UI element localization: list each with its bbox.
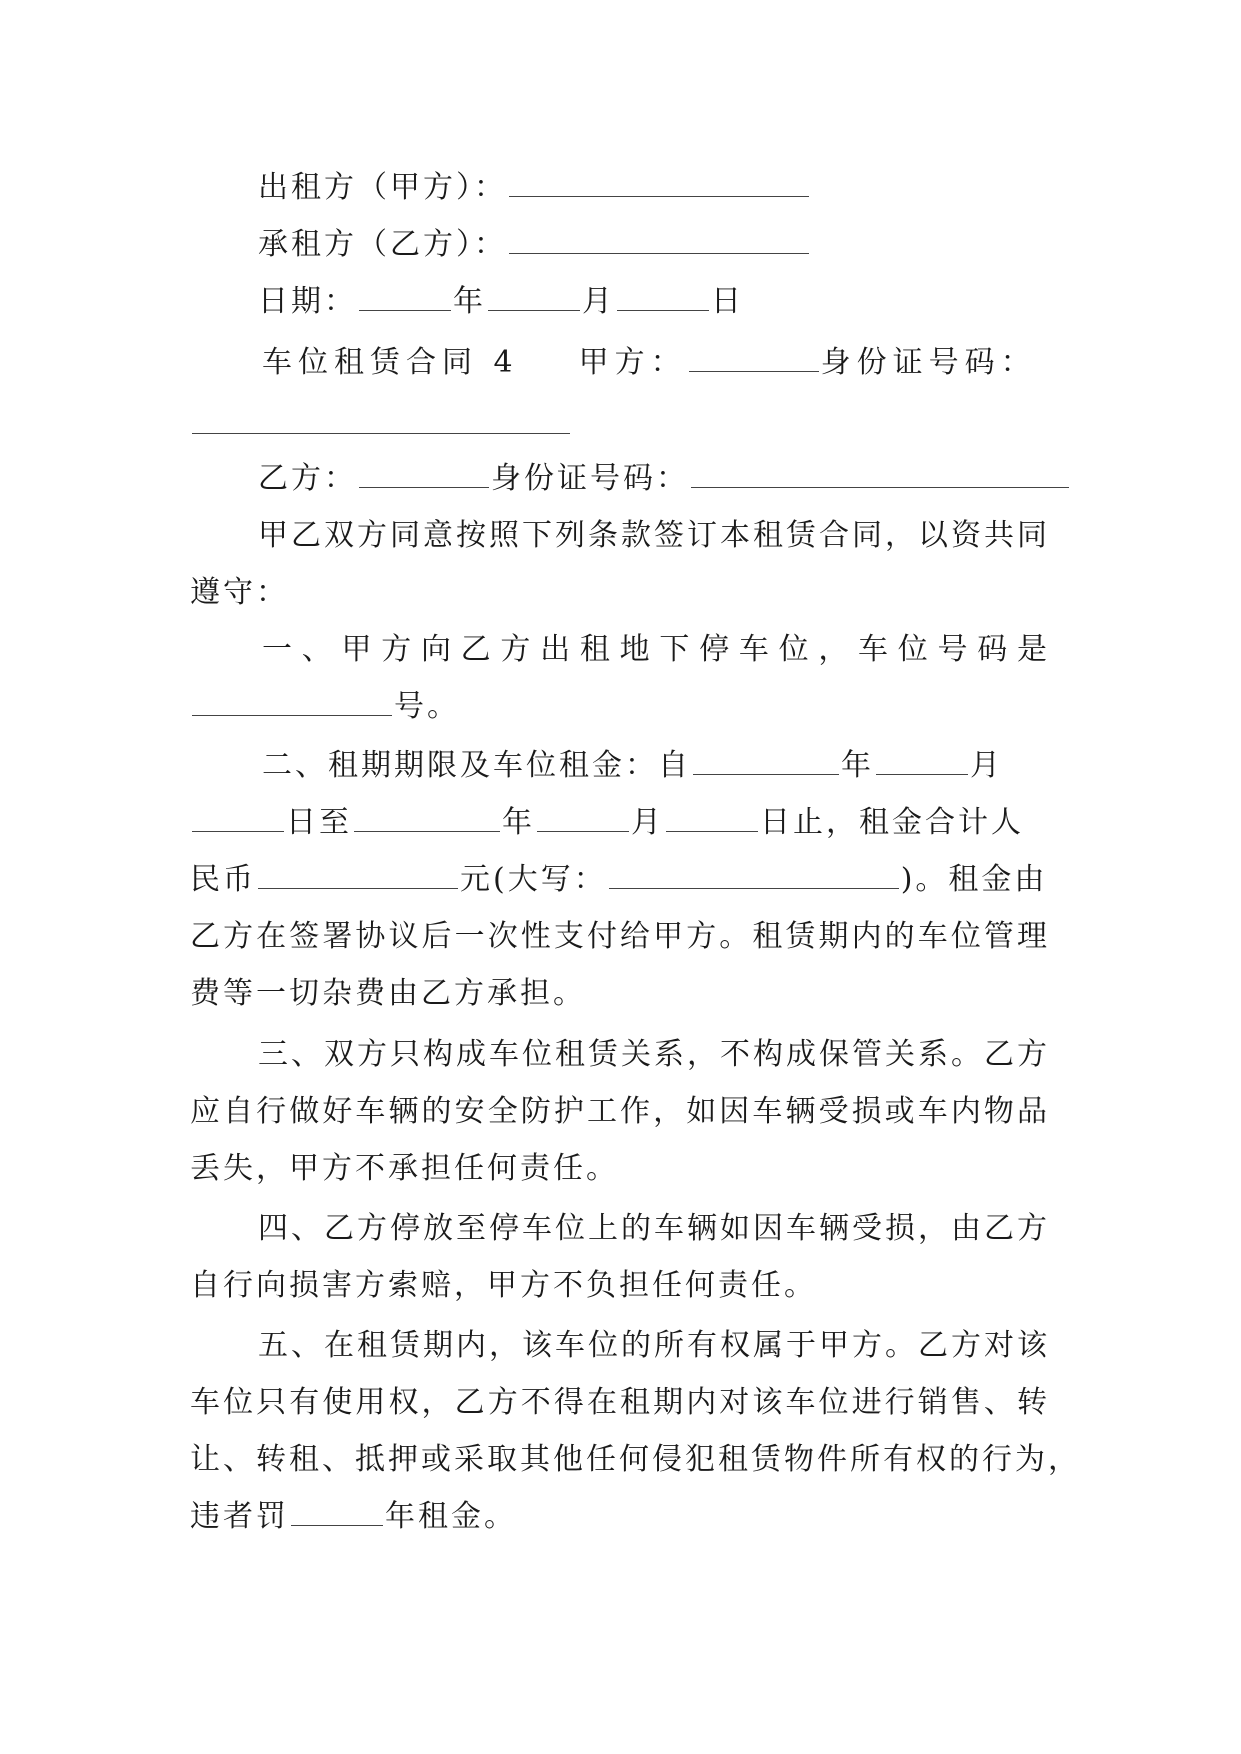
- party-b-line: [258, 459, 1058, 499]
- rmb-label: 民币: [190, 862, 256, 897]
- rent-payer-label: )。租金由: [900, 862, 1048, 897]
- clause-2-line-1: [262, 746, 1052, 786]
- end-day-blank[interactable]: [666, 805, 758, 832]
- end-month-label: 月: [631, 805, 664, 840]
- lessor-label: 出租方（甲方）：: [258, 170, 507, 205]
- title-line: [262, 343, 1052, 383]
- date-year-label: 年: [453, 284, 486, 319]
- intro-line-2: 遵守：: [190, 575, 289, 610]
- clause-4-line-1: 四、乙方停放至停车位上的车辆如因车辆受损，由乙方: [258, 1211, 1050, 1246]
- date-label: 日期：: [258, 284, 357, 319]
- rent-total-label: 日止，租金合计人: [760, 805, 1024, 840]
- clause-3-line-3: 丢失，甲方不承担任何责任。: [190, 1151, 619, 1186]
- lessee-blank[interactable]: [509, 227, 809, 254]
- lessee-line: [258, 225, 858, 265]
- party-b-id-label: 身份证号码：: [491, 461, 689, 496]
- clause-1-suffix: 号。: [394, 689, 460, 724]
- space-number-blank[interactable]: [192, 689, 392, 716]
- start-month-label: 月: [970, 748, 1003, 783]
- clause-2-line-2: [190, 803, 1050, 843]
- party-a-id-label: 身份证号码：: [820, 345, 1037, 380]
- clause-5-line-1: 五、在租赁期内，该车位的所有权属于甲方。乙方对该: [258, 1328, 1050, 1363]
- date-year-blank[interactable]: [359, 284, 451, 311]
- lessor-line: [258, 168, 858, 208]
- start-month-blank[interactable]: [876, 748, 968, 775]
- party-a-id-blank[interactable]: [192, 407, 570, 434]
- clause-2-line-3: [190, 860, 1050, 900]
- date-line: [258, 282, 858, 322]
- penalty-suffix: 年租金。: [385, 1499, 517, 1534]
- lessor-blank[interactable]: [509, 170, 809, 197]
- end-month-blank[interactable]: [537, 805, 629, 832]
- clause-2-line-4: 乙方在签署协议后一次性支付给甲方。租赁期内的车位管理: [190, 919, 1050, 954]
- clause-2-line-5: 费等一切杂费由乙方承担。: [190, 976, 586, 1011]
- clause-5-line-2: 车位只有使用权，乙方不得在租期内对该车位进行销售、转: [190, 1385, 1050, 1420]
- start-year-label: 年: [841, 748, 874, 783]
- end-year-label: 年: [502, 805, 535, 840]
- clause-5-line-3: 让、转租、抵押或采取其他任何侵犯租赁物件所有权的行为，: [190, 1442, 1081, 1477]
- penalty-years-blank[interactable]: [291, 1499, 383, 1526]
- clause-5-line-4: [190, 1497, 1050, 1537]
- start-year-blank[interactable]: [693, 748, 839, 775]
- start-day-blank[interactable]: [192, 805, 284, 832]
- lessee-label: 承租方（乙方）：: [258, 227, 507, 262]
- party-a-id-line: [190, 405, 1050, 445]
- date-day-label: 日: [711, 284, 744, 319]
- penalty-label: 违者罚: [190, 1499, 289, 1534]
- date-month-label: 月: [582, 284, 615, 319]
- party-a-label: 甲方：: [578, 345, 687, 380]
- rent-amount-words-blank[interactable]: [609, 862, 899, 889]
- clause-1-line-2: [190, 687, 1050, 727]
- clause-3-line-1: 三、双方只构成车位租赁关系，不构成保管关系。乙方: [258, 1037, 1050, 1072]
- party-a-blank[interactable]: [689, 345, 819, 372]
- day-to-label: 日至: [286, 805, 352, 840]
- date-day-blank[interactable]: [617, 284, 709, 311]
- clause-1-line-1: 一、甲方向乙方出租地下停车位，车位号码是: [262, 632, 1050, 667]
- clause-4-line-2: 自行向损害方索赔，甲方不负担任何责任。: [190, 1268, 817, 1303]
- clause-2-prefix: 二、租期期限及车位租金：自: [262, 748, 691, 783]
- clause-3-line-2: 应自行做好车辆的安全防护工作，如因车辆受损或车内物品: [190, 1094, 1050, 1129]
- party-b-blank[interactable]: [359, 461, 489, 488]
- end-year-blank[interactable]: [354, 805, 500, 832]
- yuan-label: 元(大写：: [460, 862, 607, 897]
- date-month-blank[interactable]: [488, 284, 580, 311]
- party-b-id-blank[interactable]: [691, 461, 1069, 488]
- party-b-label: 乙方：: [258, 461, 357, 496]
- page-title: 车位租赁合同 4: [262, 345, 519, 380]
- intro-line-1: 甲乙双方同意按照下列条款签订本租赁合同，以资共同: [258, 518, 1050, 553]
- rent-amount-blank[interactable]: [258, 862, 458, 889]
